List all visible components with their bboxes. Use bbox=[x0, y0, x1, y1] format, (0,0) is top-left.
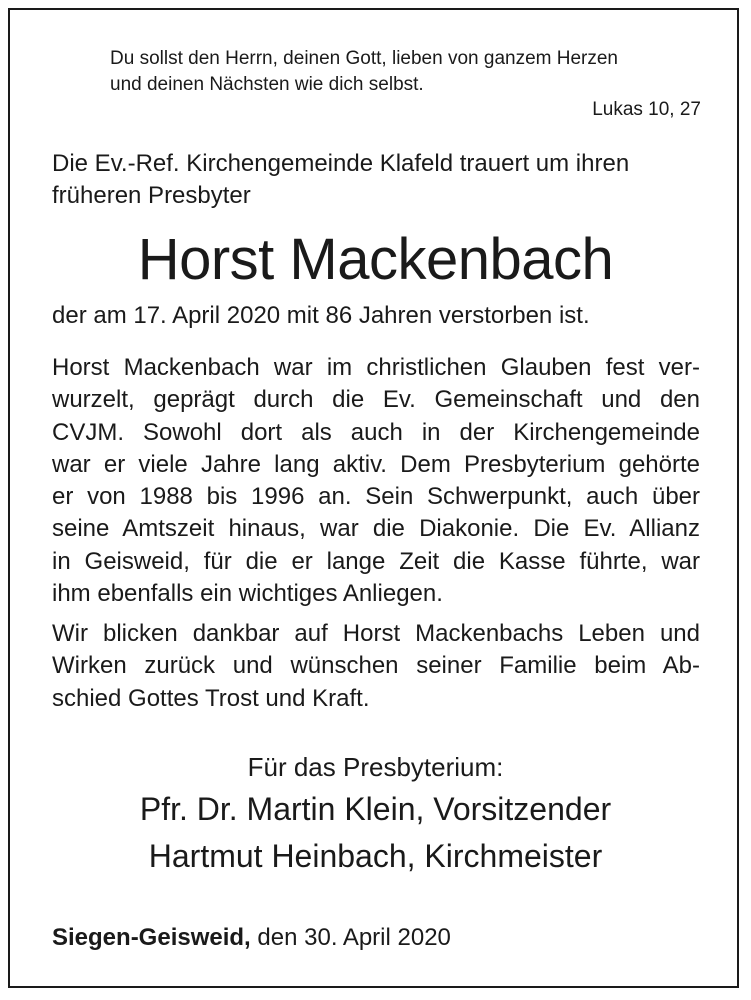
paragraph-line: CVJM. Sowohl dort als auch in der Kirchengemeinde bbox=[52, 418, 700, 446]
paragraph-line: schied Gottes Trost und Kraft. bbox=[52, 684, 370, 712]
signer-churchwarden: Hartmut Heinbach, Kirchmeister bbox=[148, 838, 603, 874]
paragraph-line: Horst Mackenbach war im christlichen Glauben fest ver- bbox=[52, 354, 700, 381]
quote-line: Du sollst den Herrn, deinen Gott, lieben von ganzem Herzen bbox=[110, 48, 618, 69]
bible-quote bbox=[110, 46, 710, 98]
quote-line: und deinen Nächsten wie dich selbst. bbox=[110, 74, 424, 95]
place-date-line bbox=[52, 922, 451, 954]
paragraph-line: Wirken zurück und wünschen seiner Familie beim Ab- bbox=[52, 652, 700, 680]
paragraph-line: ihm ebenfalls ein wichtiges Anliegen. bbox=[52, 580, 443, 608]
gratitude-paragraph bbox=[52, 618, 700, 715]
paragraph-line: seine Amtszeit hinaus, war die Diakonie. Die Ev. Allianz bbox=[52, 515, 700, 543]
place-name: Siegen-Geisweid, bbox=[52, 924, 251, 951]
paragraph-line: Wir blicken dankbar auf Horst Mackenbachs Leben und bbox=[52, 620, 700, 647]
quote-source: Lukas 10, 27 bbox=[592, 99, 701, 120]
intro-text bbox=[52, 148, 702, 212]
notice-date: den 30. April 2020 bbox=[257, 924, 451, 951]
biography-paragraph bbox=[52, 352, 700, 610]
death-notice-line: der am 17. April 2020 mit 86 Jahren verstorben ist. bbox=[52, 302, 590, 329]
deceased-name: Horst Mackenbach bbox=[137, 227, 614, 292]
paragraph-line: er von 1988 bis 1996 an. Sein Schwerpunkt, auch über bbox=[52, 483, 700, 511]
paragraph-line: in Geisweid, für die er lange Zeit die Kasse führte, war bbox=[52, 547, 700, 575]
signature-heading: Für das Presbyterium: bbox=[247, 752, 504, 782]
signer-chair: Pfr. Dr. Martin Klein, Vorsitzender bbox=[139, 791, 612, 827]
paragraph-line: war er viele Jahre lang aktiv. Dem Presbyterium gehörte bbox=[52, 450, 700, 478]
intro-line: Die Ev.-Ref. Kirchengemeinde Klafeld trauert um ihren bbox=[52, 150, 630, 177]
intro-line: früheren Presbyter bbox=[52, 182, 251, 209]
paragraph-line: wurzelt, geprägt durch die Ev. Gemeinschaft und den bbox=[52, 386, 700, 414]
